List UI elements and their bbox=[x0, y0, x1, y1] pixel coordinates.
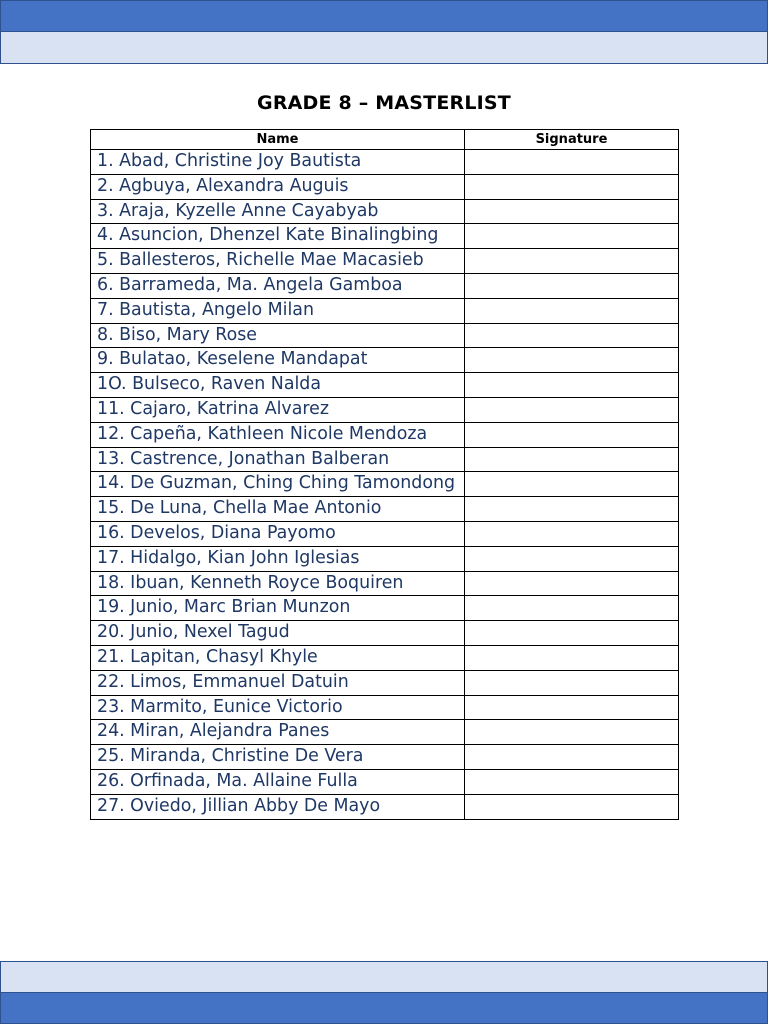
signature-cell[interactable] bbox=[465, 273, 679, 298]
table-row bbox=[91, 150, 679, 175]
signature-cell[interactable] bbox=[465, 571, 679, 596]
signature-cell[interactable] bbox=[465, 794, 679, 819]
signature-cell[interactable] bbox=[465, 422, 679, 447]
signature-cell[interactable] bbox=[465, 249, 679, 274]
student-name-cell: 7. Bautista, Angelo Milan bbox=[91, 298, 465, 323]
table-row bbox=[91, 596, 679, 621]
table-row bbox=[91, 373, 679, 398]
signature-cell[interactable] bbox=[465, 224, 679, 249]
table-row bbox=[91, 323, 679, 348]
signature-cell[interactable] bbox=[465, 621, 679, 646]
signature-column-header: Signature bbox=[465, 130, 679, 150]
signature-cell[interactable] bbox=[465, 199, 679, 224]
table-row bbox=[91, 224, 679, 249]
student-name-cell: 1O. Bulseco, Raven Nalda bbox=[91, 373, 465, 398]
student-name-cell: 11. Cajaro, Katrina Alvarez bbox=[91, 397, 465, 422]
signature-cell[interactable] bbox=[465, 670, 679, 695]
signature-cell[interactable] bbox=[465, 745, 679, 770]
table-row bbox=[91, 571, 679, 596]
table-row bbox=[91, 273, 679, 298]
student-name-cell: 21. Lapitan, Chasyl Khyle bbox=[91, 645, 465, 670]
name-column-header: Name bbox=[91, 130, 465, 150]
table-row bbox=[91, 472, 679, 497]
student-name-cell: 5. Ballesteros, Richelle Mae Macasieb bbox=[91, 249, 465, 274]
table-header-row bbox=[91, 130, 679, 150]
table-row bbox=[91, 174, 679, 199]
subheader-band bbox=[0, 31, 768, 64]
student-name-cell: 13. Castrence, Jonathan Balberan bbox=[91, 447, 465, 472]
page-title: GRADE 8 – MASTERLIST bbox=[257, 92, 511, 114]
student-name-cell: 27. Oviedo, Jillian Abby De Mayo bbox=[91, 794, 465, 819]
signature-cell[interactable] bbox=[465, 323, 679, 348]
footer-light-band bbox=[0, 961, 768, 993]
student-name-cell: 18. Ibuan, Kenneth Royce Boquiren bbox=[91, 571, 465, 596]
student-name-cell: 15. De Luna, Chella Mae Antonio bbox=[91, 497, 465, 522]
masterlist-rows bbox=[91, 150, 679, 820]
signature-cell[interactable] bbox=[465, 546, 679, 571]
student-name-cell: 23. Marmito, Eunice Victorio bbox=[91, 695, 465, 720]
table-row bbox=[91, 745, 679, 770]
signature-cell[interactable] bbox=[465, 695, 679, 720]
signature-cell[interactable] bbox=[465, 596, 679, 621]
footer-band bbox=[0, 992, 768, 1024]
signature-cell[interactable] bbox=[465, 348, 679, 373]
student-name-cell: 12. Capeña, Kathleen Nicole Mendoza bbox=[91, 422, 465, 447]
student-name-cell: 26. Orfinada, Ma. Allaine Fulla bbox=[91, 769, 465, 794]
signature-cell[interactable] bbox=[465, 720, 679, 745]
table-row bbox=[91, 447, 679, 472]
masterlist-table bbox=[90, 129, 679, 820]
signature-cell[interactable] bbox=[465, 298, 679, 323]
student-name-cell: 20. Junio, Nexel Tagud bbox=[91, 621, 465, 646]
student-name-cell: 19. Junio, Marc Brian Munzon bbox=[91, 596, 465, 621]
signature-cell[interactable] bbox=[465, 397, 679, 422]
table-row bbox=[91, 397, 679, 422]
table-row bbox=[91, 720, 679, 745]
table-row bbox=[91, 298, 679, 323]
table-row bbox=[91, 521, 679, 546]
table-row bbox=[91, 670, 679, 695]
table-row bbox=[91, 422, 679, 447]
student-name-cell: 14. De Guzman, Ching Ching Tamondong bbox=[91, 472, 465, 497]
table-row bbox=[91, 249, 679, 274]
table-row bbox=[91, 769, 679, 794]
student-name-cell: 6. Barrameda, Ma. Angela Gamboa bbox=[91, 273, 465, 298]
signature-cell[interactable] bbox=[465, 497, 679, 522]
student-name-cell: 4. Asuncion, Dhenzel Kate Binalingbing bbox=[91, 224, 465, 249]
signature-cell[interactable] bbox=[465, 645, 679, 670]
student-name-cell: 2. Agbuya, Alexandra Auguis bbox=[91, 174, 465, 199]
student-name-cell: 8. Biso, Mary Rose bbox=[91, 323, 465, 348]
student-name-cell: 24. Miran, Alejandra Panes bbox=[91, 720, 465, 745]
signature-cell[interactable] bbox=[465, 174, 679, 199]
header-band bbox=[0, 0, 768, 32]
student-name-cell: 17. Hidalgo, Kian John Iglesias bbox=[91, 546, 465, 571]
table-row bbox=[91, 546, 679, 571]
table-row bbox=[91, 621, 679, 646]
signature-cell[interactable] bbox=[465, 769, 679, 794]
table-row bbox=[91, 695, 679, 720]
signature-cell[interactable] bbox=[465, 150, 679, 175]
student-name-cell: 16. Develos, Diana Payomo bbox=[91, 521, 465, 546]
signature-cell[interactable] bbox=[465, 521, 679, 546]
student-name-cell: 3. Araja, Kyzelle Anne Cayabyab bbox=[91, 199, 465, 224]
table-row bbox=[91, 497, 679, 522]
table-row bbox=[91, 199, 679, 224]
signature-cell[interactable] bbox=[465, 373, 679, 398]
student-name-cell: 1. Abad, Christine Joy Bautista bbox=[91, 150, 465, 175]
student-name-cell: 22. Limos, Emmanuel Datuin bbox=[91, 670, 465, 695]
table-row bbox=[91, 348, 679, 373]
student-name-cell: 9. Bulatao, Keselene Mandapat bbox=[91, 348, 465, 373]
student-name-cell: 25. Miranda, Christine De Vera bbox=[91, 745, 465, 770]
table-row bbox=[91, 645, 679, 670]
signature-cell[interactable] bbox=[465, 472, 679, 497]
table-row bbox=[91, 794, 679, 819]
signature-cell[interactable] bbox=[465, 447, 679, 472]
